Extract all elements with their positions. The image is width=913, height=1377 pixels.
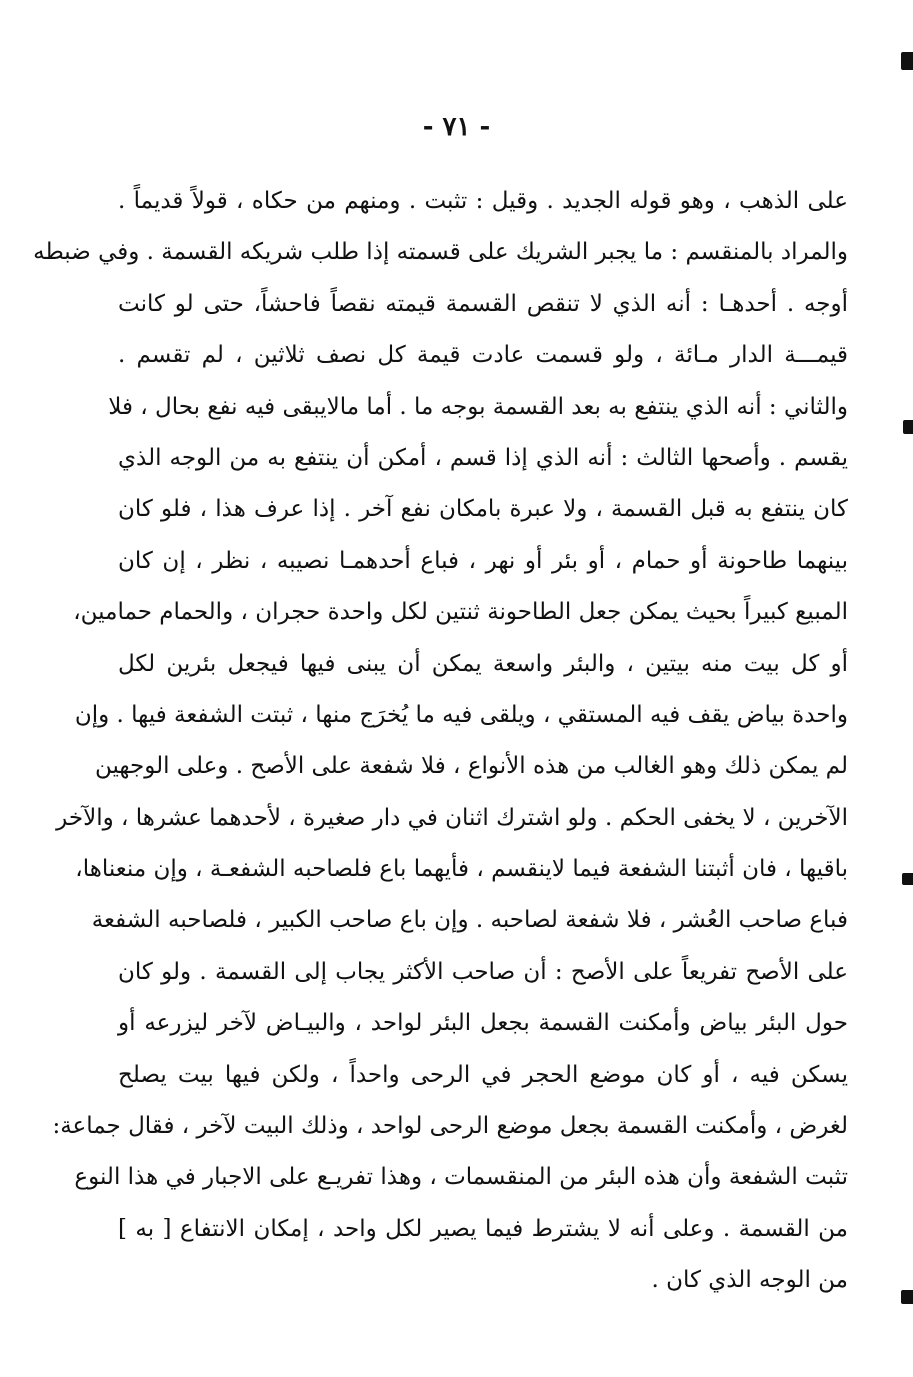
- scan-edge-mark: [901, 52, 913, 70]
- text-line: كان ينتفع به قبل القسمة ، ولا عبرة بامكان نفع آخر . إذا عرف هذا ، فلو كان: [118, 496, 848, 523]
- text-line: أوجه . أحدهـا : أنه الذي لا تنقص القسمة قيمته نقصاً فاحشاً، حتى لو كانت: [118, 290, 848, 317]
- text-line-last: من الوجه الذي كان .: [651, 1267, 848, 1294]
- text-line: أو كل بيت منه بيتين ، والبئر واسعة يمكن أن يبنى فيها فيجعل بئرين لكل: [118, 650, 848, 677]
- text-line: على الذهب ، وهو قوله الجديد . وقيل : تثبت . ومنهم من حكاه ، قولاً قديماً .: [118, 188, 848, 214]
- text-line: واحدة بياض يقف فيه المستقي ، ويلقى فيه ما يُخرَج منها ، ثبتت الشفعة فيها . وإن: [74, 701, 848, 728]
- scan-edge-mark: [903, 420, 913, 434]
- scan-edge-mark: [901, 1290, 913, 1304]
- page-text: [33, 176, 848, 1307]
- text-line: الآخرين ، لا يخفى الحكم . ولو اشترك اثنان في دار صغيرة ، لأحدهما عشرها ، والآخر: [56, 804, 848, 831]
- text-line: لغرض ، وأمكنت القسمة بجعل موضع الرحى لواحد ، وذلك البيت لآخر ، فقال جماعة:: [52, 1113, 848, 1140]
- page-number: - ٧١ -: [422, 112, 491, 142]
- text-line: يقسم . وأصحها الثالث : أنه الذي إذا قسم ، أمكن أن ينتفع به من الوجه الذي: [118, 444, 848, 471]
- text-line: لم يمكن ذلك وهو الغالب من هذه الأنواع ، فلا شفعة على الأصح . وعلى الوجهين: [94, 753, 848, 780]
- scan-edge-mark: [902, 873, 913, 885]
- text-line: تثبت الشفعة وأن هذه البئر من المنقسمات ، وهذا تفريـع على الاجبار في هذا النوع: [74, 1164, 848, 1191]
- text-line: يسكن فيه ، أو كان موضع الحجر في الرحى واحداً ، ولكن فيها بيت يصلح: [118, 1061, 848, 1088]
- text-line: قيمـــة الدار مـائة ، ولو قسمت عادت قيمة كل نصف ثلاثين ، لم تقسم .: [118, 342, 848, 369]
- text-line: بينهما طاحونة أو حمام ، أو بئر أو نهر ، فباع أحدهمـا نصيبه ، نظر ، إن كان: [118, 547, 848, 574]
- text-line: من القسمة . وعلى أنه لا يشترط فيما يصير لكل واحد ، إمكان الانتفاع [ به ]: [118, 1215, 848, 1242]
- text-line: على الأصح تفريعاً على الأصح : أن صاحب الأكثر يجاب إلى القسمة . ولو كان: [118, 958, 848, 985]
- text-line: المبيع كبيراً بحيث يمكن جعل الطاحونة ثنتين لكل واحدة حجران ، والحمام حمامين،: [73, 599, 848, 626]
- text-line: حول البئر بياض وأمكنت القسمة بجعل البئر لواحد ، والبيـاض لآخر ليزرعه أو: [118, 1010, 848, 1037]
- text-line: والثاني : أنه الذي ينتفع به بعد القسمة بوجه ما . أما مالايبقى فيه نفع بحال ، فلا: [108, 393, 848, 420]
- text-line: فباع صاحب العُشر ، فلا شفعة لصاحبه . وإن باع صاحب الكبير ، فلصاحبه الشفعة: [91, 907, 848, 934]
- text-line: باقيها ، فان أثبتنا الشفعة فيما لاينقسم ، فأيهما باع فلصاحبه الشفعـة ، وإن منعناها،: [75, 856, 848, 883]
- text-line: والمراد بالمنقسم : ما يجبر الشريك على قسمته إذا طلب شريكه القسمة . وفي ضبطه: [33, 239, 848, 266]
